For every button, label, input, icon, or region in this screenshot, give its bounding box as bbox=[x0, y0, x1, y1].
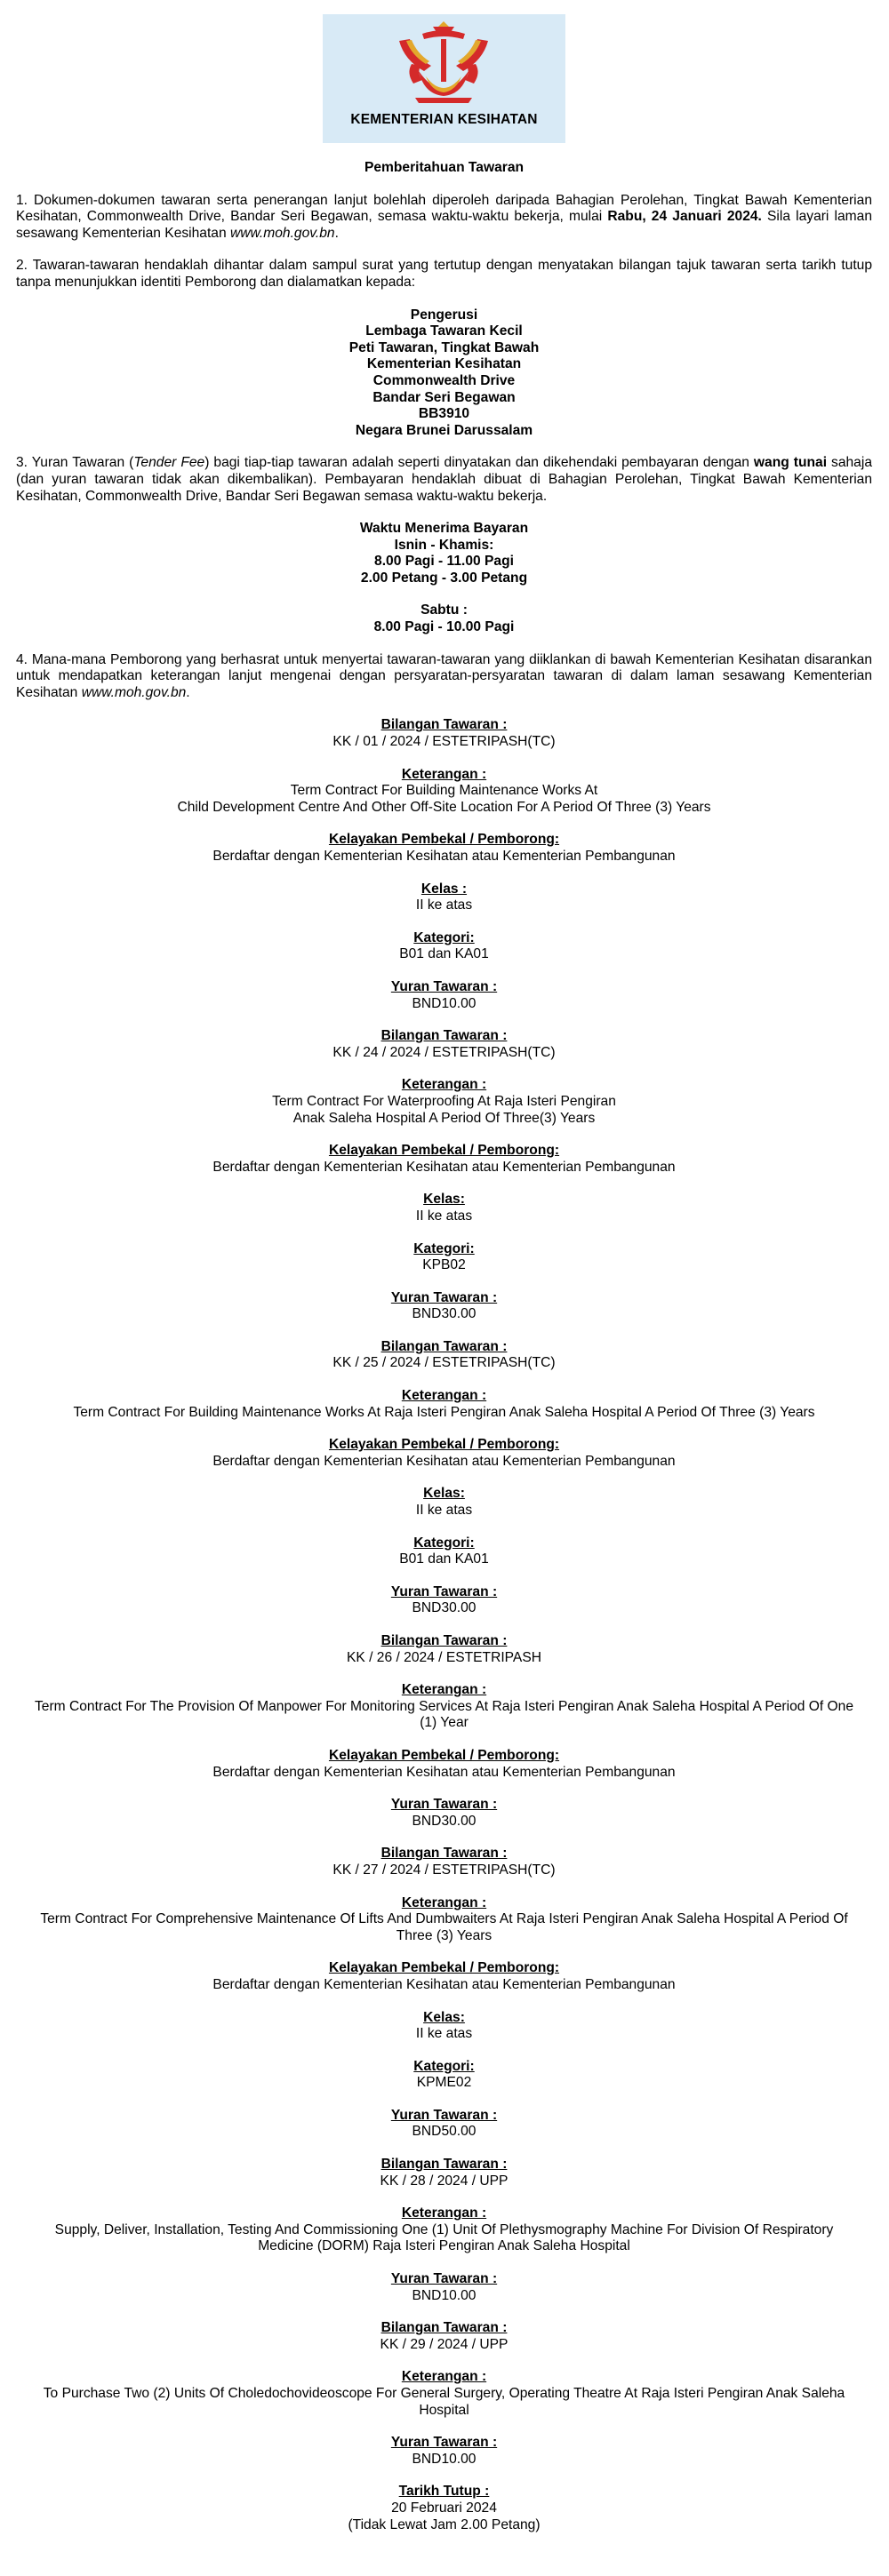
tender-field bbox=[16, 2059, 872, 2092]
tender-field-value: Term Contract For The Provision Of Manpower For Monitoring Services At Raja Isteri Pengiran Anak Saleha Hospital A Period Of One bbox=[34, 1698, 854, 1714]
tender-field-value: KK / 29 / 2024 / UPP bbox=[380, 2336, 509, 2352]
tender-field-label: Bilangan Tawaran : bbox=[380, 1633, 508, 1648]
tender-field bbox=[16, 2435, 872, 2468]
tender-field bbox=[16, 1748, 872, 1781]
closing-date-value: 20 Februari 2024 bbox=[391, 2500, 497, 2516]
paragraph-2: 2. Tawaran-tawaran hendaklah dihantar dalam sampul surat yang tertutup dengan menyatakan bilangan tajuk tawaran serta tarikh tutup tanpa menunjukkan identiti Pemborong dan dialamatkan kepada: bbox=[16, 258, 872, 290]
tender-field bbox=[16, 1682, 872, 1732]
tender-field-value: (1) Year bbox=[420, 1715, 469, 1731]
tender-field-value: KK / 25 / 2024 / ESTETRIPASH(TC) bbox=[332, 1355, 556, 1371]
tender-field-label: Kelayakan Pembekal / Pemborong: bbox=[328, 1437, 560, 1453]
tender-field-label: Bilangan Tawaran : bbox=[380, 2157, 508, 2173]
tender-item bbox=[16, 1028, 872, 1323]
tender-field-value: BND10.00 bbox=[412, 995, 477, 1011]
tender-item bbox=[16, 2157, 872, 2304]
tender-field-value: Anak Saleha Hospital A Period Of Three(3) Years bbox=[292, 1110, 596, 1126]
tender-field-value: BND30.00 bbox=[412, 1813, 477, 1829]
tender-field-label: Yuran Tawaran : bbox=[390, 1797, 498, 1813]
paragraph-1 bbox=[16, 193, 872, 243]
paragraph-1-end: . bbox=[334, 225, 339, 241]
tender-item bbox=[16, 1633, 872, 1830]
tender-field bbox=[16, 2271, 872, 2304]
tender-field-value: KPB02 bbox=[422, 1257, 466, 1273]
address-line: Peti Tawaran, Tingkat Bawah bbox=[348, 339, 540, 355]
logo-text: KEMENTERIAN KESIHATAN bbox=[350, 112, 538, 127]
tender-field bbox=[16, 2108, 872, 2141]
tender-field-value: KK / 26 / 2024 / ESTETRIPASH bbox=[347, 1649, 541, 1665]
address-line: Lembaga Tawaran Kecil bbox=[365, 323, 523, 339]
address-line: Bandar Seri Begawan bbox=[372, 389, 516, 405]
tender-field-label: Bilangan Tawaran : bbox=[380, 2320, 508, 2336]
tender-fee-term: Tender Fee bbox=[133, 455, 205, 471]
tender-field-label: Kelas : bbox=[420, 881, 468, 897]
tender-field-value: To Purchase Two (2) Units Of Choledochovideoscope For General Surgery, Operating Theatre At Raja Isteri Pengiran Anak Saleha bbox=[43, 2386, 845, 2401]
tender-field-label: Kategori: bbox=[413, 2058, 475, 2074]
website-link[interactable]: www.moh.gov.bn bbox=[230, 225, 335, 241]
address-line: BB3910 bbox=[418, 406, 470, 422]
tender-field-label: Kelayakan Pembekal / Pemborong: bbox=[328, 1143, 560, 1159]
tender-field-label: Yuran Tawaran : bbox=[390, 2107, 498, 2123]
closing-date bbox=[16, 2484, 872, 2533]
tender-field-value: B01 dan KA01 bbox=[399, 946, 489, 962]
tender-field bbox=[16, 717, 872, 750]
paragraph-3 bbox=[16, 455, 872, 505]
tender-field bbox=[16, 767, 872, 817]
tender-field bbox=[16, 930, 872, 963]
tender-field bbox=[16, 2010, 872, 2043]
tender-field-label: Keterangan : bbox=[401, 1894, 487, 1910]
tender-field-label: Bilangan Tawaran : bbox=[380, 1028, 508, 1044]
tender-field-label: Kelayakan Pembekal / Pemborong: bbox=[328, 1747, 560, 1763]
tender-field-label: Yuran Tawaran : bbox=[390, 1583, 498, 1599]
tender-field-value: II ke atas bbox=[415, 2026, 473, 2042]
paragraph-1-text-2: Sila layari laman sesawang Kementerian Kesihatan bbox=[16, 209, 872, 241]
tender-field-label: Kelayakan Pembekal / Pemborong: bbox=[328, 1960, 560, 1976]
saturday-time: 8.00 Pagi - 10.00 Pagi bbox=[373, 619, 515, 635]
tender-field-label: Yuran Tawaran : bbox=[390, 1289, 498, 1305]
notice-content bbox=[16, 160, 872, 2549]
tender-field bbox=[16, 1437, 872, 1470]
tender-field bbox=[16, 1535, 872, 1568]
tender-field bbox=[16, 1339, 872, 1372]
tender-field-value: BND10.00 bbox=[412, 2451, 477, 2467]
closing-time-note: (Tidak Lewat Jam 2.00 Petang) bbox=[348, 2516, 541, 2532]
tender-field-value: KK / 27 / 2024 / ESTETRIPASH(TC) bbox=[332, 1862, 556, 1878]
paragraph-1-text: 1. Dokumen-dokumen tawaran serta penerangan lanjut bolehlah diperoleh daripada Bahagian Perolehan, Tingkat Bawah Kementerian Kesihatan, Commonwealth Drive, Bandar Seri Begawan, semasa waktu-waktu bekerja, mulai bbox=[16, 192, 872, 225]
tender-list bbox=[16, 717, 872, 2468]
tender-field bbox=[16, 1077, 872, 1127]
tender-field bbox=[16, 1486, 872, 1519]
tender-field-label: Yuran Tawaran : bbox=[390, 2271, 498, 2287]
saturday-label: Sabtu : bbox=[420, 602, 468, 618]
tender-field-label: Kategori: bbox=[413, 929, 475, 945]
tender-field bbox=[16, 1028, 872, 1061]
tender-field-label: Yuran Tawaran : bbox=[390, 2435, 498, 2451]
paragraph-4-end: . bbox=[186, 684, 190, 700]
tender-field-value: KK / 01 / 2024 / ESTETRIPASH(TC) bbox=[332, 734, 556, 750]
tender-field-value: BND30.00 bbox=[412, 1306, 477, 1322]
tender-field bbox=[16, 1633, 872, 1666]
tender-field-value: Berdaftar dengan Kementerian Kesihatan atau Kementerian Pembangunan bbox=[212, 1976, 676, 1992]
tender-field-label: Bilangan Tawaran : bbox=[380, 1338, 508, 1354]
tender-field-value: Berdaftar dengan Kementerian Kesihatan atau Kementerian Pembangunan bbox=[212, 1453, 676, 1469]
page-title: Pemberitahuan Tawaran bbox=[364, 160, 525, 175]
weekday-afternoon: 2.00 Petang - 3.00 Petang bbox=[360, 570, 528, 586]
tender-field-value: BND10.00 bbox=[412, 2287, 477, 2303]
tender-item bbox=[16, 2320, 872, 2468]
opening-date: Rabu, 24 Januari 2024. bbox=[607, 209, 762, 225]
tender-field-value: BND50.00 bbox=[412, 2124, 477, 2140]
tender-field bbox=[16, 1143, 872, 1176]
tender-field-value: Three (3) Years bbox=[396, 1927, 493, 1943]
tender-field bbox=[16, 1388, 872, 1421]
tender-field bbox=[16, 979, 872, 1012]
paragraph-3-text-3: sahaja (dan yuran tawaran tidak akan dikembalikan). Pembayaran hendaklah dibuat di Bahagian Perolehan, Tingkat Bawah Kementerian Kesihatan, Commonwealth Drive, Bandar Seri Begawan semasa waktu-waktu bekerja. bbox=[16, 455, 872, 504]
tender-field-value: B01 dan KA01 bbox=[399, 1551, 489, 1567]
tender-field-label: Bilangan Tawaran : bbox=[380, 1846, 508, 1862]
weekday-label: Isnin - Khamis: bbox=[394, 537, 494, 553]
tender-field-value: Berdaftar dengan Kementerian Kesihatan atau Kementerian Pembangunan bbox=[212, 1159, 676, 1175]
tender-field-label: Keterangan : bbox=[401, 2205, 487, 2221]
tender-field-label: Keterangan : bbox=[401, 1077, 487, 1093]
tender-field bbox=[16, 1895, 872, 1945]
closing-date-label: Tarikh Tutup : bbox=[398, 2484, 490, 2500]
tender-field bbox=[16, 1192, 872, 1224]
tender-field-label: Kelayakan Pembekal / Pemborong: bbox=[328, 832, 560, 848]
tender-field-value: Hospital bbox=[419, 2402, 469, 2418]
website-link[interactable]: www.moh.gov.bn bbox=[81, 684, 187, 700]
tender-field-value: KK / 28 / 2024 / UPP bbox=[380, 2173, 509, 2189]
cash-only-term: wang tunai bbox=[753, 455, 828, 471]
paragraph-3-text-2: ) bagi tiap-tiap tawaran adalah seperti dinyatakan dan dikehendaki pembayaran dengan bbox=[204, 455, 754, 471]
tender-field bbox=[16, 1797, 872, 1830]
tender-field-label: Kelas: bbox=[423, 2009, 465, 2025]
address-line: Pengerusi bbox=[410, 307, 478, 323]
address-line: Kementerian Kesihatan bbox=[366, 356, 522, 372]
mailing-address bbox=[16, 307, 872, 440]
tender-field-value: BND30.00 bbox=[412, 1600, 477, 1616]
tender-field-label: Kelas: bbox=[423, 1192, 465, 1208]
tender-field-label: Keterangan : bbox=[401, 1682, 487, 1698]
tender-field bbox=[16, 832, 872, 865]
tender-item bbox=[16, 1846, 872, 2141]
saturday-hours bbox=[16, 602, 872, 635]
tender-field-label: Yuran Tawaran : bbox=[390, 978, 498, 994]
tender-item bbox=[16, 717, 872, 1012]
tender-field-label: Keterangan : bbox=[401, 766, 487, 782]
tender-item bbox=[16, 1339, 872, 1617]
tender-field-value: Term Contract For Building Maintenance Works At bbox=[290, 783, 598, 799]
tender-field-value: Child Development Centre And Other Off-Site Location For A Period Of Three (3) Years bbox=[177, 799, 711, 815]
tender-field bbox=[16, 2157, 872, 2189]
tender-field-value: Term Contract For Comprehensive Maintenance Of Lifts And Dumbwaiters At Raja Isteri Pengiran Anak Saleha Hospital A Period Of bbox=[40, 1911, 848, 1927]
tender-field-label: Keterangan : bbox=[401, 1388, 487, 1404]
tender-field-value: KK / 24 / 2024 / ESTETRIPASH(TC) bbox=[332, 1044, 556, 1060]
paragraph-4-text: 4. Mana-mana Pemborong yang berhasrat untuk menyertai tawaran-tawaran yang diiklankan di bawah Kementerian Kesihatan disarankan untuk mendapatkan keterangan lanjut mengenai dengan persyaratan-persyaratan tawaran di dalam laman sesawang Kementerian Kesihatan bbox=[16, 651, 872, 700]
tender-field-label: Kelas: bbox=[423, 1486, 465, 1502]
tender-field bbox=[16, 2369, 872, 2419]
tender-field bbox=[16, 1846, 872, 1878]
tender-field bbox=[16, 881, 872, 914]
tender-field-label: Kategori: bbox=[413, 1240, 475, 1256]
payment-hours bbox=[16, 521, 872, 586]
weekday-morning: 8.00 Pagi - 11.00 Pagi bbox=[374, 554, 514, 570]
paragraph-4 bbox=[16, 652, 872, 702]
tender-field-value: Berdaftar dengan Kementerian Kesihatan atau Kementerian Pembangunan bbox=[212, 1764, 676, 1780]
tender-field-value: II ke atas bbox=[415, 1503, 473, 1519]
tender-field-value: Supply, Deliver, Installation, Testing And Commissioning One (1) Unit Of Plethysmography Machine For Division Of Respiratory bbox=[54, 2221, 834, 2237]
tender-field bbox=[16, 1241, 872, 1274]
payment-hours-title: Waktu Menerima Bayaran bbox=[359, 521, 529, 537]
tender-field-label: Keterangan : bbox=[401, 2369, 487, 2385]
ministry-logo bbox=[323, 14, 565, 143]
tender-field-value: Term Contract For Waterproofing At Raja Isteri Pengiran bbox=[272, 1093, 616, 1109]
tender-field bbox=[16, 1584, 872, 1617]
tender-field bbox=[16, 1290, 872, 1323]
tender-field-value: Medicine (DORM) Raja Isteri Pengiran Anak Saleha Hospital bbox=[258, 2238, 630, 2254]
tender-field bbox=[16, 2320, 872, 2353]
paragraph-3-text: 3. Yuran Tawaran ( bbox=[16, 455, 134, 471]
address-line: Negara Brunei Darussalam bbox=[355, 422, 533, 438]
tender-field-value: Term Contract For Building Maintenance Works At Raja Isteri Pengiran Anak Saleha Hospital A Period Of Three (3) Years bbox=[73, 1404, 815, 1420]
tender-field-value: II ke atas bbox=[415, 897, 473, 913]
tender-field-value: KPME02 bbox=[416, 2075, 472, 2091]
tender-field bbox=[16, 1960, 872, 1993]
tender-field-label: Kategori: bbox=[413, 1535, 475, 1551]
tender-field bbox=[16, 2205, 872, 2255]
address-line: Commonwealth Drive bbox=[372, 372, 516, 388]
tender-field-value: Berdaftar dengan Kementerian Kesihatan atau Kementerian Pembangunan bbox=[212, 849, 676, 864]
tender-field-label: Bilangan Tawaran : bbox=[380, 717, 508, 733]
tender-field-value: II ke atas bbox=[415, 1208, 473, 1224]
